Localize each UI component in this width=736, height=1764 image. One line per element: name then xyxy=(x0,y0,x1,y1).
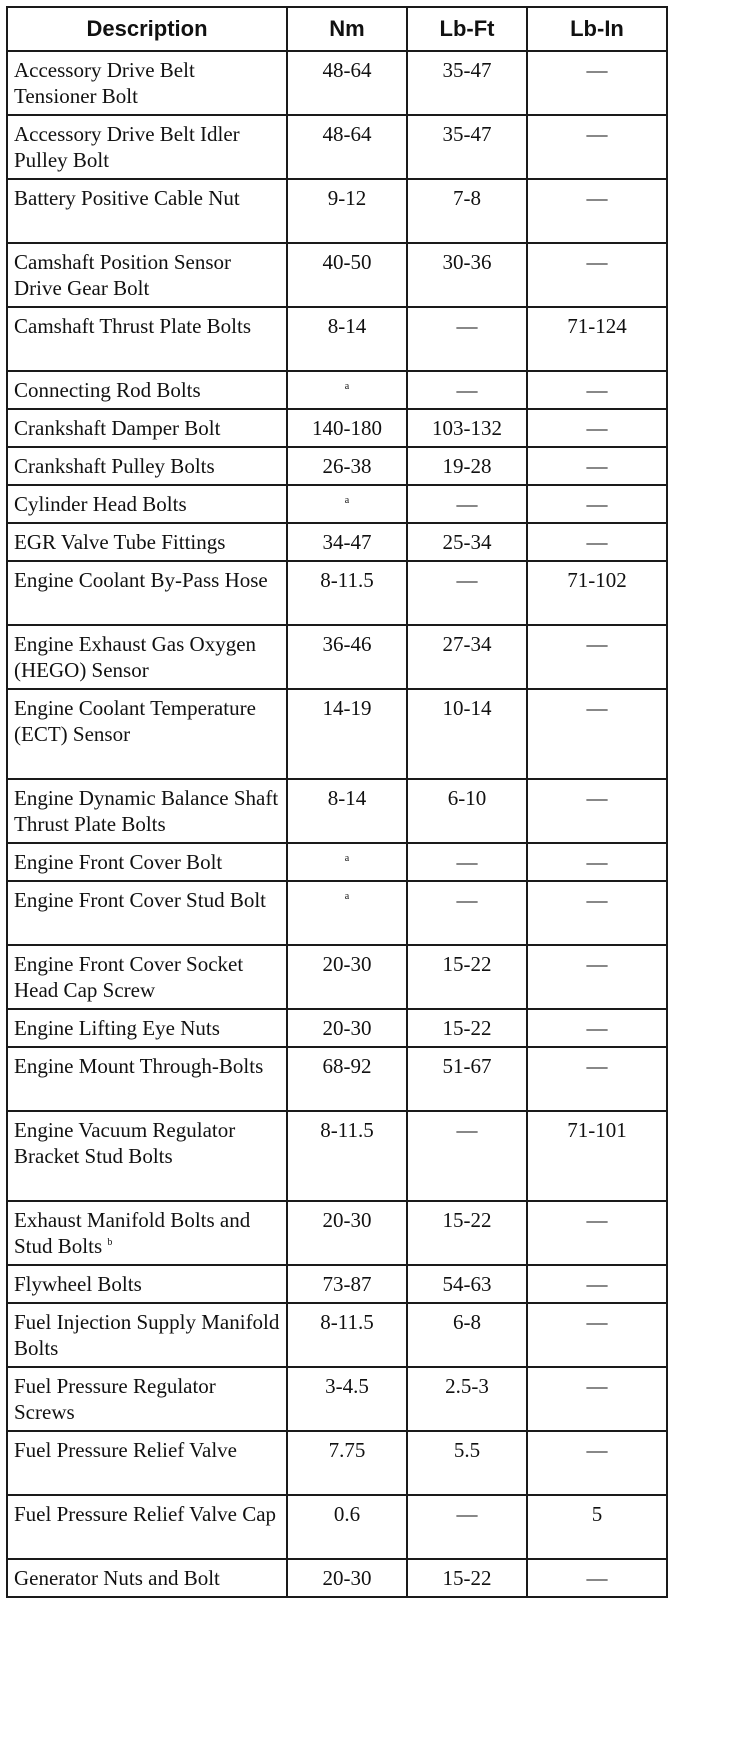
row-description: Engine Lifting Eye Nuts xyxy=(7,1009,287,1047)
row-lb-ft: — xyxy=(407,371,527,409)
row-description xyxy=(7,1201,287,1265)
row-lb-ft: 15-22 xyxy=(407,1009,527,1047)
row-description: Battery Positive Cable Nut xyxy=(7,179,287,243)
table-row xyxy=(7,1111,667,1201)
row-lb-ft: 54-63 xyxy=(407,1265,527,1303)
row-lb-in: — xyxy=(527,523,667,561)
row-lb-ft: 35-47 xyxy=(407,115,527,179)
table-row xyxy=(7,179,667,243)
row-nm: 20-30 xyxy=(287,945,407,1009)
row-lb-in: — xyxy=(527,115,667,179)
row-description: Generator Nuts and Bolt xyxy=(7,1559,287,1597)
row-lb-ft: 35-47 xyxy=(407,51,527,115)
row-lb-ft: 7-8 xyxy=(407,179,527,243)
row-lb-in: — xyxy=(527,843,667,881)
row-description: Crankshaft Damper Bolt xyxy=(7,409,287,447)
row-lb-in: — xyxy=(527,1265,667,1303)
row-lb-in: — xyxy=(527,689,667,779)
table-row xyxy=(7,1265,667,1303)
row-description: Connecting Rod Bolts xyxy=(7,371,287,409)
table-row xyxy=(7,1495,667,1559)
torque-spec-table xyxy=(6,6,668,1598)
row-lb-ft: 6-10 xyxy=(407,779,527,843)
table-row xyxy=(7,945,667,1009)
row-nm: 7.75 xyxy=(287,1431,407,1495)
table-row xyxy=(7,779,667,843)
row-lb-ft: — xyxy=(407,1495,527,1559)
table-row xyxy=(7,689,667,779)
row-description: Fuel Injection Supply Manifold Bolts xyxy=(7,1303,287,1367)
row-nm: 36-46 xyxy=(287,625,407,689)
footnote-mark: a xyxy=(344,853,350,864)
row-lb-in: 71-101 xyxy=(527,1111,667,1201)
row-description: Engine Dynamic Balance Shaft Thrust Plate Bolts xyxy=(7,779,287,843)
row-description: Engine Mount Through-Bolts xyxy=(7,1047,287,1111)
row-lb-in: — xyxy=(527,625,667,689)
row-description: Crankshaft Pulley Bolts xyxy=(7,447,287,485)
row-description: Camshaft Position Sensor Drive Gear Bolt xyxy=(7,243,287,307)
row-nm: 34-47 xyxy=(287,523,407,561)
row-lb-in: — xyxy=(527,1047,667,1111)
row-nm: 0.6 xyxy=(287,1495,407,1559)
row-nm: 68-92 xyxy=(287,1047,407,1111)
row-description: Flywheel Bolts xyxy=(7,1265,287,1303)
row-description: Accessory Drive Belt Tensioner Bolt xyxy=(7,51,287,115)
row-lb-ft: — xyxy=(407,561,527,625)
row-description: Engine Front Cover Socket Head Cap Screw xyxy=(7,945,287,1009)
row-lb-in: 5 xyxy=(527,1495,667,1559)
row-description-text: Exhaust Manifold Bolts and Stud Bolts xyxy=(14,1208,251,1258)
table-row xyxy=(7,843,667,881)
table-row xyxy=(7,243,667,307)
row-nm: 26-38 xyxy=(287,447,407,485)
row-description: Fuel Pressure Relief Valve xyxy=(7,1431,287,1495)
row-description: Accessory Drive Belt Idler Pulley Bolt xyxy=(7,115,287,179)
row-lb-in: 71-102 xyxy=(527,561,667,625)
row-lb-ft: 30-36 xyxy=(407,243,527,307)
table-row xyxy=(7,1009,667,1047)
row-lb-in: — xyxy=(527,1303,667,1367)
row-lb-ft: — xyxy=(407,307,527,371)
row-lb-in: — xyxy=(527,371,667,409)
table-row xyxy=(7,371,667,409)
row-lb-ft: 25-34 xyxy=(407,523,527,561)
row-description: Engine Coolant By-Pass Hose xyxy=(7,561,287,625)
row-nm xyxy=(287,881,407,945)
row-lb-ft: — xyxy=(407,843,527,881)
table-row xyxy=(7,409,667,447)
row-lb-ft: 15-22 xyxy=(407,1201,527,1265)
row-lb-in: — xyxy=(527,447,667,485)
row-lb-in: — xyxy=(527,779,667,843)
row-description: Fuel Pressure Regulator Screws xyxy=(7,1367,287,1431)
row-lb-ft: 19-28 xyxy=(407,447,527,485)
table-row xyxy=(7,485,667,523)
row-description: EGR Valve Tube Fittings xyxy=(7,523,287,561)
header-nm: Nm xyxy=(287,7,407,51)
row-lb-in: — xyxy=(527,409,667,447)
row-lb-in: — xyxy=(527,179,667,243)
header-row xyxy=(7,7,667,51)
row-lb-in: 71-124 xyxy=(527,307,667,371)
footnote-mark: a xyxy=(344,495,350,506)
row-nm: 48-64 xyxy=(287,51,407,115)
table-row xyxy=(7,561,667,625)
row-description: Engine Front Cover Stud Bolt xyxy=(7,881,287,945)
row-nm xyxy=(287,843,407,881)
table-row xyxy=(7,447,667,485)
row-nm: 8-11.5 xyxy=(287,1303,407,1367)
header-description: Description xyxy=(7,7,287,51)
row-nm: 20-30 xyxy=(287,1559,407,1597)
table-row xyxy=(7,1201,667,1265)
row-nm xyxy=(287,485,407,523)
row-lb-ft: 10-14 xyxy=(407,689,527,779)
header-lb-in: Lb-In xyxy=(527,7,667,51)
row-lb-in: — xyxy=(527,945,667,1009)
row-description: Engine Vacuum Regulator Bracket Stud Bolts xyxy=(7,1111,287,1201)
row-lb-in: — xyxy=(527,1559,667,1597)
row-nm: 20-30 xyxy=(287,1201,407,1265)
row-lb-in: — xyxy=(527,1367,667,1431)
row-lb-in: — xyxy=(527,1009,667,1047)
row-nm: 73-87 xyxy=(287,1265,407,1303)
footnote-mark: b xyxy=(107,1237,113,1248)
row-nm: 3-4.5 xyxy=(287,1367,407,1431)
row-description: Fuel Pressure Relief Valve Cap xyxy=(7,1495,287,1559)
row-nm: 8-14 xyxy=(287,779,407,843)
row-nm: 48-64 xyxy=(287,115,407,179)
row-description: Camshaft Thrust Plate Bolts xyxy=(7,307,287,371)
footnote-mark: a xyxy=(344,381,350,392)
row-lb-ft: — xyxy=(407,881,527,945)
row-lb-ft: 103-132 xyxy=(407,409,527,447)
table-row xyxy=(7,1431,667,1495)
torque-spec-sheet xyxy=(6,6,668,1598)
row-lb-in: — xyxy=(527,51,667,115)
table-row xyxy=(7,523,667,561)
row-nm: 8-14 xyxy=(287,307,407,371)
row-lb-in: — xyxy=(527,485,667,523)
header-lb-ft: Lb-Ft xyxy=(407,7,527,51)
table-row xyxy=(7,881,667,945)
row-nm xyxy=(287,371,407,409)
table-row xyxy=(7,1367,667,1431)
table-row xyxy=(7,51,667,115)
row-lb-ft: 27-34 xyxy=(407,625,527,689)
row-description: Engine Front Cover Bolt xyxy=(7,843,287,881)
row-description: Cylinder Head Bolts xyxy=(7,485,287,523)
row-description: Engine Exhaust Gas Oxygen (HEGO) Sensor xyxy=(7,625,287,689)
row-nm: 8-11.5 xyxy=(287,1111,407,1201)
row-nm: 40-50 xyxy=(287,243,407,307)
table-row xyxy=(7,115,667,179)
footnote-mark: a xyxy=(344,891,350,902)
row-nm: 9-12 xyxy=(287,179,407,243)
table-row xyxy=(7,1047,667,1111)
row-nm: 20-30 xyxy=(287,1009,407,1047)
row-lb-ft: 51-67 xyxy=(407,1047,527,1111)
table-row xyxy=(7,625,667,689)
table-row xyxy=(7,1303,667,1367)
row-lb-ft: 2.5-3 xyxy=(407,1367,527,1431)
table-row xyxy=(7,1559,667,1597)
row-nm: 140-180 xyxy=(287,409,407,447)
row-lb-in: — xyxy=(527,243,667,307)
row-nm: 8-11.5 xyxy=(287,561,407,625)
row-lb-in: — xyxy=(527,1431,667,1495)
row-lb-ft: 15-22 xyxy=(407,945,527,1009)
row-lb-ft: 5.5 xyxy=(407,1431,527,1495)
row-lb-ft: 15-22 xyxy=(407,1559,527,1597)
row-description: Engine Coolant Temperature (ECT) Sensor xyxy=(7,689,287,779)
table-row xyxy=(7,307,667,371)
row-nm: 14-19 xyxy=(287,689,407,779)
row-lb-in: — xyxy=(527,1201,667,1265)
row-lb-ft: — xyxy=(407,1111,527,1201)
row-lb-ft: 6-8 xyxy=(407,1303,527,1367)
row-lb-ft: — xyxy=(407,485,527,523)
row-lb-in: — xyxy=(527,881,667,945)
